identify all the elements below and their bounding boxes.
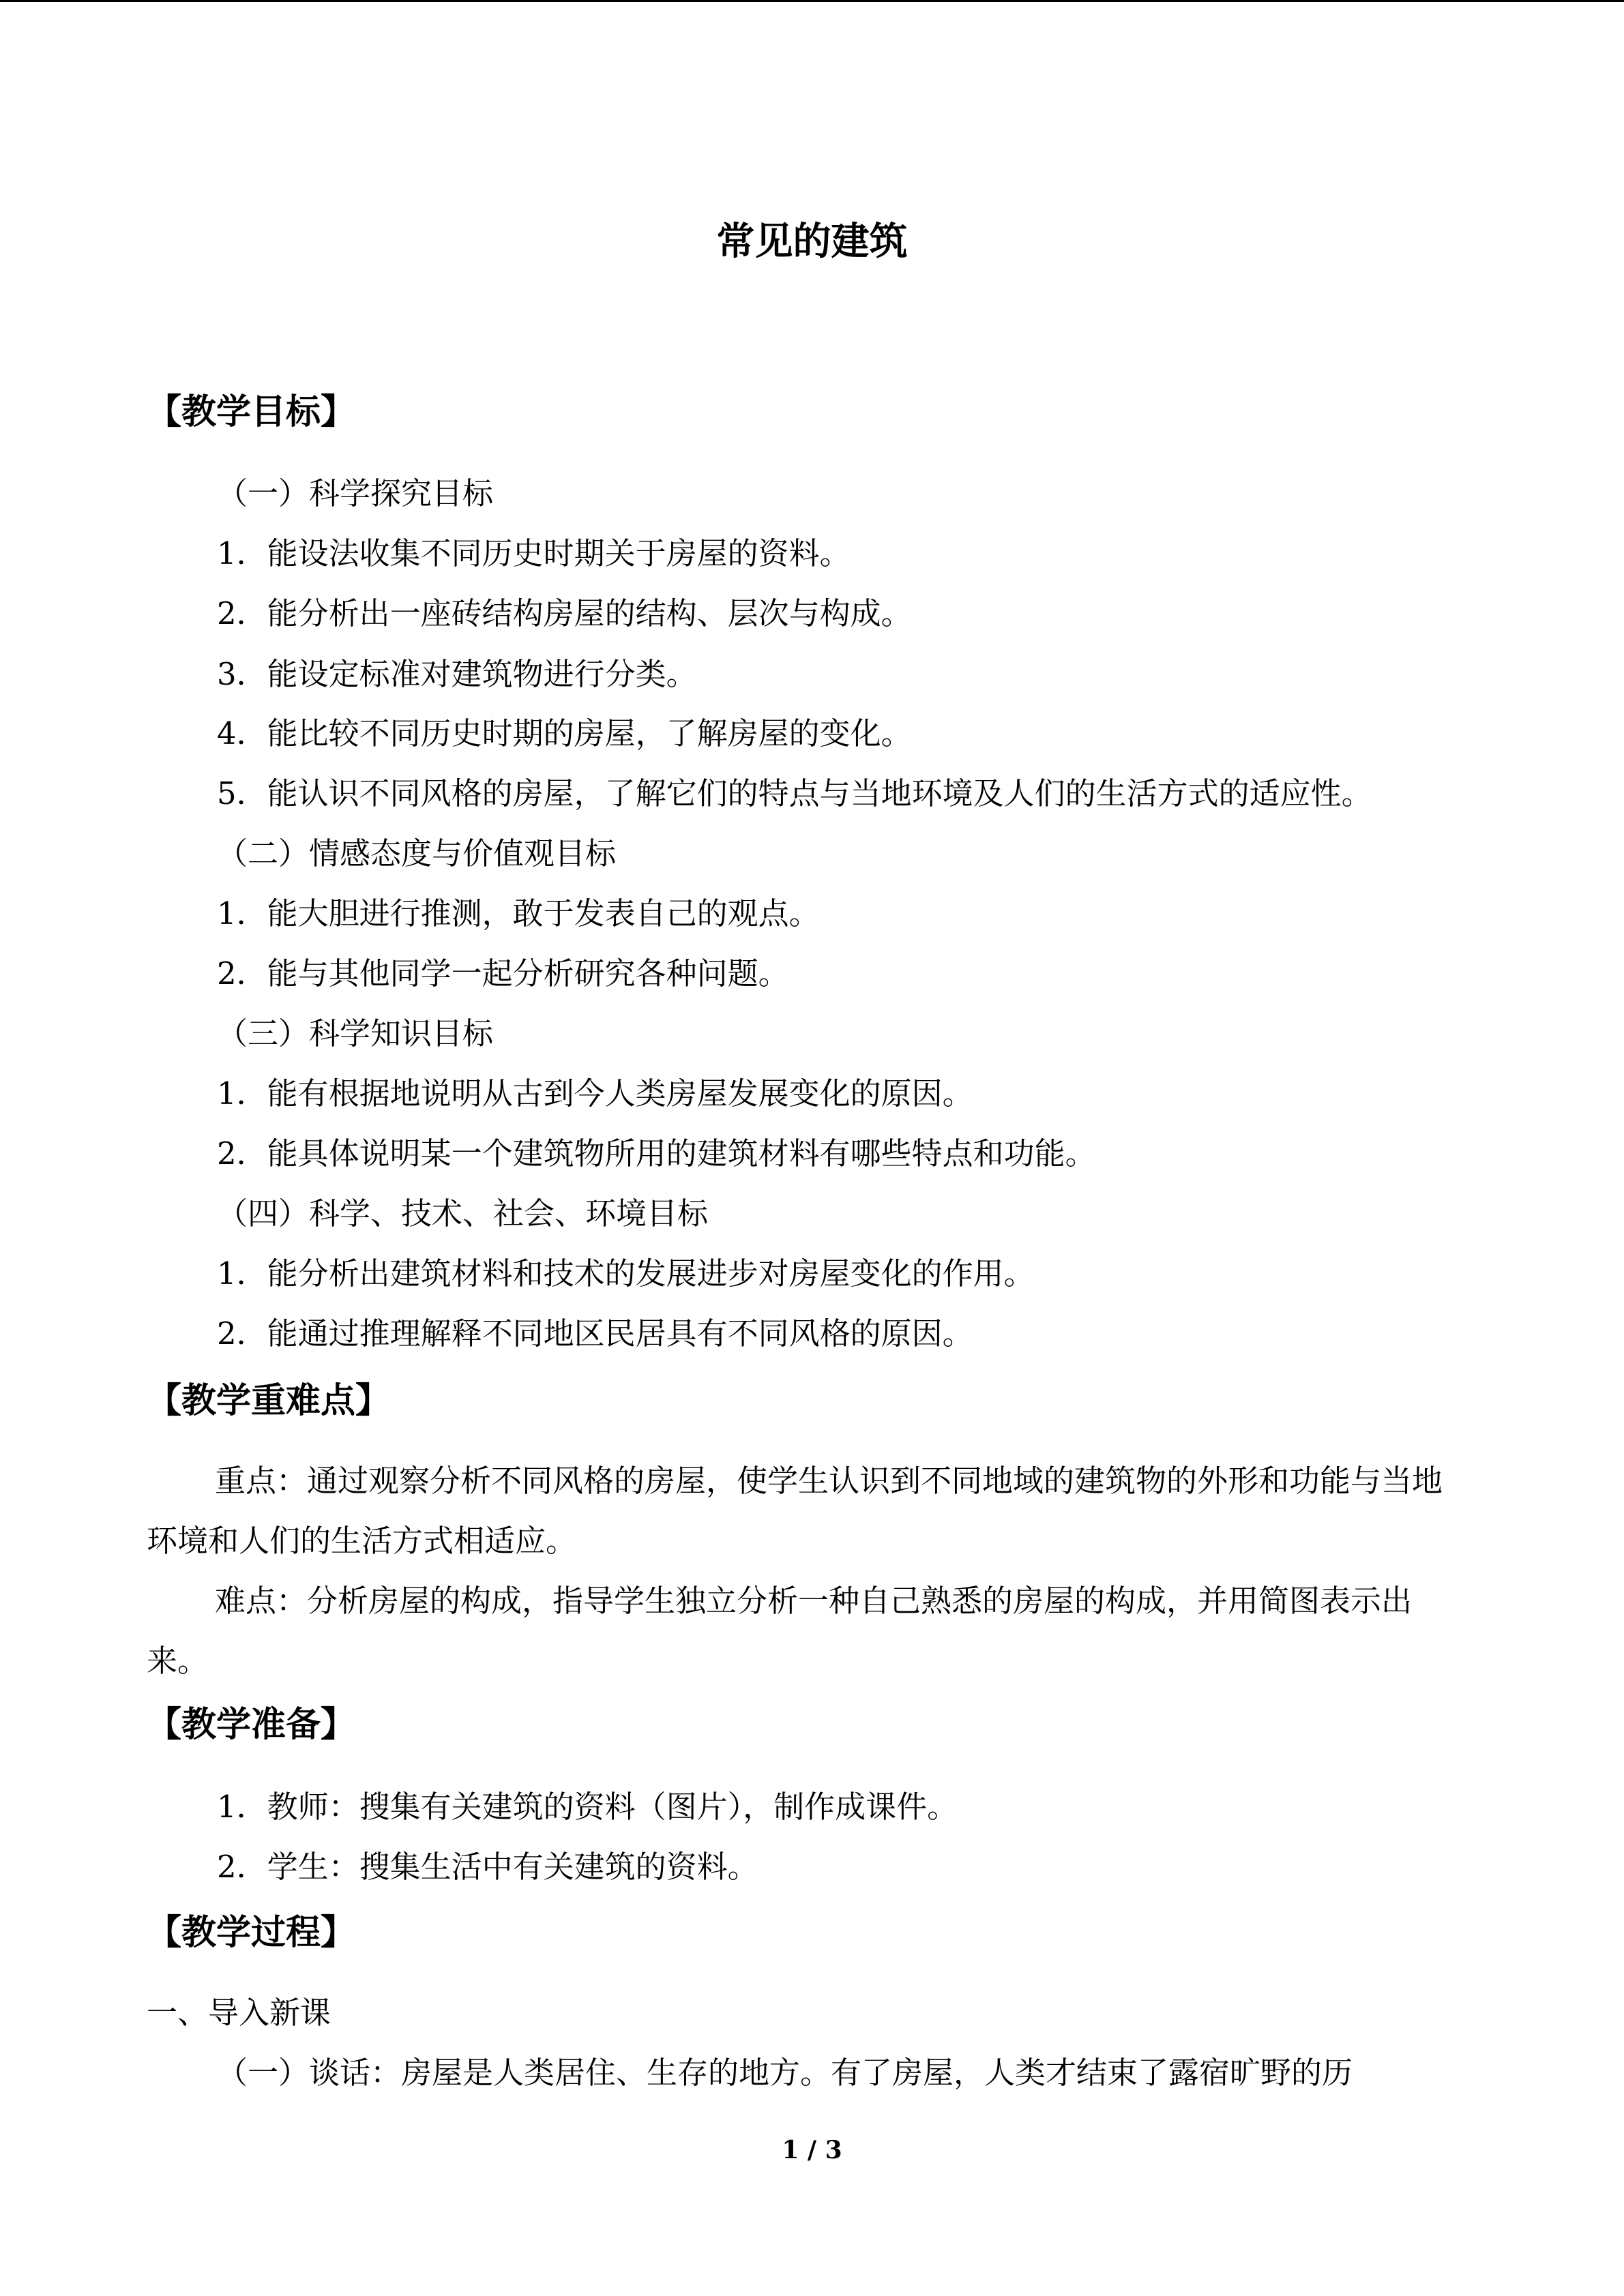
list-item: 1．能有根据地说明从古到今人类房屋发展变化的原因。	[217, 1075, 973, 1112]
list-item: 2．能分析出一座砖结构房屋的结构、层次与构成。	[217, 595, 912, 631]
page-title: 常见的建筑	[716, 220, 908, 264]
subheading-science-inquiry: （一）科学探究目标	[217, 475, 494, 511]
list-item: 1．能分析出建筑材料和技术的发展进步对房屋变化的作用。	[217, 1255, 1035, 1292]
list-item: 2．能通过推理解释不同地区民居具有不同风格的原因。	[217, 1315, 973, 1352]
list-item: 1．能大胆进行推测，敢于发表自己的观点。	[217, 895, 820, 931]
list-item: 2．学生：搜集生活中有关建筑的资料。	[217, 1849, 758, 1885]
list-item: 3．能设定标准对建筑物进行分类。	[217, 656, 697, 692]
difficult-point-text: 难点：分析房屋的构成，指导学生独立分析一种自己熟悉的房屋的构成，并用简图表示出来。	[147, 1583, 1413, 1679]
process-step-text: （一）谈话：房屋是人类居住、生存的地方。有了房屋，人类才结束了露宿旷野的历	[217, 2055, 1353, 2091]
objectives-heading: 【教学目标】	[147, 392, 356, 432]
list-item: 5．能认识不同风格的房屋，了解它们的特点与当地环境及人们的生活方式的适应性。	[217, 775, 1372, 811]
process-step-title: 一、导入新课	[147, 1995, 331, 2031]
list-item: 4．能比较不同历史时期的房屋，了解房屋的变化。	[217, 715, 912, 751]
process-heading: 【教学过程】	[147, 1913, 356, 1953]
list-item: 1．教师：搜集有关建筑的资料（图片），制作成课件。	[217, 1789, 958, 1825]
list-item: 1．能设法收集不同历史时期关于房屋的资料。	[217, 535, 851, 571]
top-border	[0, 0, 1624, 2]
subheading-sts: （四）科学、技术、社会、环境目标	[217, 1195, 709, 1232]
subheading-attitude: （二）情感态度与价值观目标	[217, 835, 617, 871]
keypoints-heading: 【教学重难点】	[147, 1381, 391, 1421]
page-number: 1 / 3	[782, 2136, 842, 2164]
list-item: 2．能与其他同学一起分析研究各种问题。	[217, 955, 789, 992]
key-point-paragraph	[147, 1451, 1463, 1571]
difficult-point-paragraph	[147, 1571, 1463, 1691]
preparation-heading: 【教学准备】	[147, 1705, 356, 1745]
subheading-knowledge: （三）科学知识目标	[217, 1015, 494, 1052]
list-item: 2．能具体说明某一个建筑物所用的建筑材料有哪些特点和功能。	[217, 1135, 1096, 1172]
key-point-text: 重点：通过观察分析不同风格的房屋，使学生认识到不同地域的建筑物的外形和功能与当地环境和人们的生活方式相适应。	[147, 1463, 1443, 1559]
